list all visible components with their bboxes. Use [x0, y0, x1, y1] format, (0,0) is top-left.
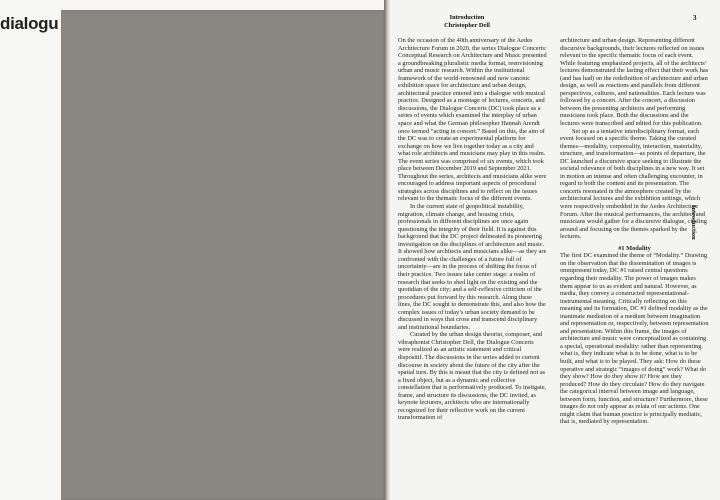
paragraph: Curated by the urban design theorist, composer, and vibraphonist Christopher Dell, the Dialogue Concerts were realized as an artistic statement and critical dispositif. The discussions in the series added to current discourse in society about the future of the city after the spatial turn. By this is meant that the city is defined not as a fixed object, but as a dynamic and collective constellation that is performatively produced. To instigate, frame, and structure its discussions, the DC invited, as keynote lecturers, architects who are internationally recognized for their reflective work on the current transformation of	[398, 331, 547, 422]
page-number: 3	[693, 14, 697, 22]
running-head: Introduction	[690, 205, 697, 240]
paragraph: The first DC examined the theme of “Modality.” Drawing on the observation that the dissemination of images is omnipresent today, DC #1 raised central questions regarding their modality. The power of images makes them appear to us as evident and natural. However, as media, they convey a constructed representational-instrumental meaning. Critically reflecting on this meaning and its formation, DC #1 defined modality as the inanimate mediation of a medium between imagination and representation or, respectively, between representation and presentation. Within this frame, the images of architecture and music were conceptualized as containing a special, operational modality: rather than representing what is, they indicate what is to be done, what is to be built, and what is to be played. They ask: How do these operative and strategic “images of doing” work? What do they show? How do they show it? How are they produced? How do they circulate? How do they navigate the categorical interval between image and language, between form, function, and structure? Furthermore, these images do not only appear as relata of our actions. One might claim that human practice is principally mediatic, that is, mediated by representation.	[560, 252, 709, 426]
paragraph: Set up as a tentative interdisciplinary format, each event focused on a specific theme. Taking the curated themes—modality, corporeality, interaction, materiality, structure, and transformation—as points of departure, the DC launched a discursive space seeking to illustrate the societal relevance of both disciplines in a new way. It set in motion an intense and often challenging encounter, in regard to both the content and its presentation. The concerts resonated in the atmosphere created by the architectural lectures and the exhibition settings, which were respectively embedded in the Aedes Architecture Forum. After the musical performances, the architect and musicians would gather for a discursive dialogue, circling around and focusing on the themes sparked by the lectures.	[560, 127, 707, 241]
text-column-right	[560, 37, 709, 426]
page-header	[392, 14, 542, 29]
gray-cover-board	[61, 10, 386, 500]
paragraph: In the current state of geopolitical instability, migration, climate change, and housing crisis, professionals in different disciplines are once again questioning the integrity of their field. It is against this background that the DC project delineated its pioneering investigation on the disciplines of architecture and music. It showed how architects and musicians alike—as they are confronted with the challenges of a future full of uncertainty—are in the process of shifting the focus of their practice. Two issues take center stage: a realm of research that seeks to shed light on the existing and the quotidian of the city; and a self-reflexive criticism of the procedures put forward by this research. Along these lines, the DC sought to demonstrate this, and also how the complex issues of today’s urban society demand to be discussed in ways that cross and transcend disciplinary and institutional boundaries.	[398, 203, 547, 331]
section-title: #1 Modality	[618, 244, 651, 252]
header-title: Introduction	[449, 14, 485, 21]
header-author: Christopher Dell	[444, 21, 490, 29]
text-column-left	[398, 37, 547, 422]
brand-logotype: dialogu	[0, 14, 59, 33]
paragraph: architecture and urban design. Representing different discursive backgrounds, their lectures reflected on issues relevant to the specific thematic focus of each event. While featuring emphasized projects, all of the architects’ lectures demonstrated the lasting effect that their work has (and has had) on the redefinition of architecture and urban design, as well as reactions and parallels from different perspectives, cultures, and nationalities. Each lecture was followed by a concert. After the concert, a discussion between the presenting architects and performing musicians took place. Both the discussions and the lectures were transcribed and edited for this publication.	[560, 37, 709, 128]
paragraph: On the occasion of the 40th anniversary of the Aedes Architecture Forum in 2020, the series Dialogue Concerts: Conceptual Research on Architecture and Music presented a groundbreaking pluralistic media format, reenvisioning urban and music research. Within the institutional framework of the world-renowned and now canonic exhibition space for architecture and urban design, architectural practice entered into a dialogue with musical practice. Designed as a montage of lectures, concerts, and discussions, the Dialogue Concerts (DC) took place as a series of events which examined the interplay of urban space and what the German philosopher Hannah Arendt once termed “acting in concert.” Based on this, the aim of the DC was to create an experimental platform for exchange on how we live together today as a city and what role architects and musicians may play in this realm. The event series was comprised of six events, which took place between December 2019 and September 2021. Throughout the series, architects and musicians alike were encouraged to address important aspects of procedural strategies across disciplines and to reflect on the issues relevant to the thematic focus of the different events.	[398, 37, 547, 203]
